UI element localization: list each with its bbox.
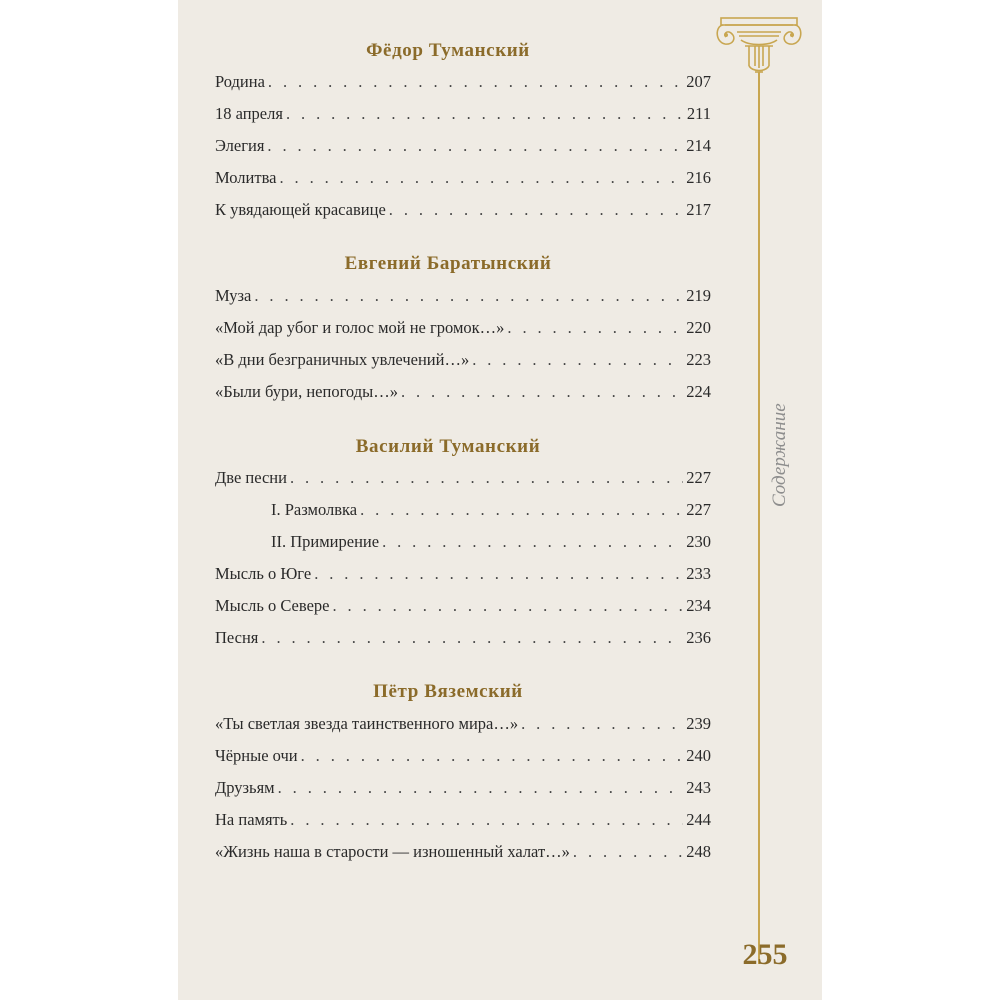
entry-page: 240	[686, 746, 711, 765]
dot-leader	[389, 200, 683, 220]
entry-title: Элегия	[215, 136, 265, 155]
page-number: 255	[742, 938, 788, 971]
dot-leader	[360, 500, 683, 520]
entry-title: «Жизнь наша в старости — изношенный халат…»	[215, 842, 570, 861]
entry-title: I. Размолвка	[271, 500, 358, 519]
entry-title: «В дни безграничных увлечений…»	[215, 350, 470, 369]
entry-title: К увядающей красавице	[215, 200, 386, 219]
entry-page: 219	[686, 286, 711, 305]
toc-entry	[215, 628, 711, 652]
toc-entry	[215, 714, 711, 738]
entry-title: «Ты светлая звезда таинственного мира…»	[215, 714, 519, 733]
dot-leader	[472, 350, 683, 370]
entry-page: 236	[686, 628, 711, 647]
entry-title: Молитва	[215, 168, 277, 187]
entry-page: 244	[686, 810, 711, 829]
toc-entry	[215, 136, 711, 160]
entry-page: 230	[686, 532, 711, 551]
section-author: Евгений Баратынский	[344, 253, 552, 274]
toc-entry	[215, 564, 711, 588]
gold-vertical-rule	[758, 72, 760, 964]
entry-title: На память	[215, 810, 288, 829]
toc-entry	[215, 104, 711, 128]
toc-subentry	[271, 500, 711, 524]
dot-leader	[261, 628, 683, 648]
toc-entry	[215, 318, 711, 342]
dot-leader	[332, 596, 683, 616]
dot-leader	[286, 104, 684, 124]
entry-page: 227	[686, 468, 711, 487]
dot-leader	[382, 532, 683, 552]
toc-entry	[215, 200, 711, 224]
entry-title: Родина	[215, 72, 265, 91]
entry-title: 18 апреля	[215, 104, 283, 123]
toc-subentry	[271, 532, 711, 556]
toc-entry	[215, 72, 711, 96]
entry-page: 227	[686, 500, 711, 519]
toc-entry	[215, 168, 711, 192]
entry-page: 216	[686, 168, 711, 187]
dot-leader	[314, 564, 683, 584]
entry-page: 207	[686, 72, 711, 91]
entry-page: 243	[686, 778, 711, 797]
entry-page: 234	[686, 596, 711, 615]
entry-page: 214	[686, 136, 711, 155]
entry-page: 220	[686, 318, 711, 337]
entry-page: 217	[686, 200, 711, 219]
entry-title: «Мой дар убог и голос мой не громок…»	[215, 318, 505, 337]
ionic-capital-icon	[715, 10, 803, 82]
toc-entry	[215, 286, 711, 310]
dot-leader	[507, 318, 683, 338]
toc-entry	[215, 596, 711, 620]
entry-page: 211	[686, 104, 711, 123]
dot-leader	[278, 778, 684, 798]
book-page	[178, 0, 822, 1000]
dot-leader	[267, 136, 683, 156]
toc-entry	[215, 842, 711, 866]
section-author: Василий Туманский	[355, 436, 541, 457]
toc-entry	[215, 746, 711, 770]
dot-leader	[268, 72, 683, 92]
toc-entry	[215, 382, 711, 406]
section-author: Пётр Вяземский	[373, 681, 523, 702]
entry-title: «Были бури, непогоды…»	[215, 382, 398, 401]
dot-leader	[401, 382, 683, 402]
dot-leader	[279, 168, 683, 188]
section-author: Фёдор Туманский	[366, 40, 530, 61]
toc-entry	[215, 468, 711, 492]
dot-leader	[290, 468, 683, 488]
entry-page: 233	[686, 564, 711, 583]
entry-title: Мысль о Юге	[215, 564, 312, 583]
entry-title: Мысль о Севере	[215, 596, 330, 615]
toc-entry	[215, 778, 711, 802]
entry-title: Чёрные очи	[215, 746, 298, 765]
entry-page: 239	[686, 714, 711, 733]
entry-title: Друзьям	[215, 778, 275, 797]
entry-page: 224	[686, 382, 711, 401]
entry-page: 223	[686, 350, 711, 369]
dot-leader	[573, 842, 683, 862]
side-section-label: Содержание	[769, 403, 790, 507]
entry-title: Муза	[215, 286, 252, 305]
toc-entry	[215, 810, 711, 834]
entry-title: Две песни	[215, 468, 287, 487]
dot-leader	[301, 746, 684, 766]
entry-page: 248	[686, 842, 711, 861]
toc-entry	[215, 350, 711, 374]
entry-title: II. Примирение	[271, 532, 380, 551]
dot-leader	[254, 286, 683, 306]
dot-leader	[290, 810, 683, 830]
dot-leader	[521, 714, 683, 734]
entry-title: Песня	[215, 628, 259, 647]
